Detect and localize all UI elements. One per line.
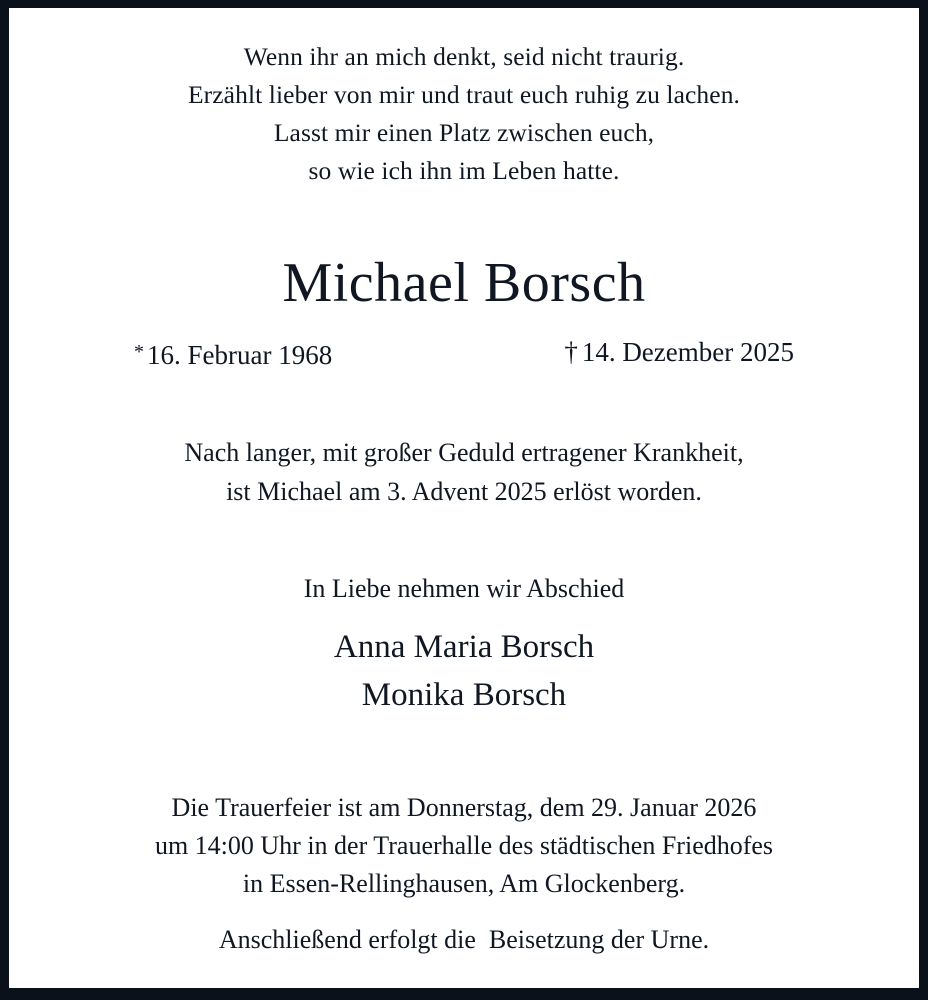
- service-line-3: in Essen-Rellinghausen, Am Glockenberg.: [242, 869, 686, 898]
- farewell-block: [304, 573, 625, 719]
- birth-date: 16. Februar 1968: [147, 340, 333, 370]
- farewell-lead: In Liebe nehmen wir Abschied: [303, 574, 625, 603]
- obituary-notice: [9, 8, 919, 988]
- life-dates-row: [134, 336, 794, 371]
- birth-asterisk-icon: *: [134, 341, 144, 363]
- passing-line-2: ist Michael am 3. Advent 2025 erlöst worden.: [226, 477, 702, 506]
- survivor-name: Monika Borsch: [361, 677, 567, 713]
- survivors-list: [304, 623, 625, 719]
- service-line-2: um 14:00 Uhr in der Trauerhalle des städtischen Friedhofes: [154, 831, 774, 860]
- service-details: [155, 789, 773, 959]
- death-date: 14. Dezember 2025: [581, 337, 794, 367]
- survivor-name: Anna Maria Borsch: [333, 629, 595, 665]
- service-closing-line: Anschließend erfolgt die Beisetzung der Urne.: [218, 925, 710, 954]
- memorial-poem: [188, 38, 740, 190]
- poem-line-2: Erzählt lieber von mir und traut euch ruhig zu lachen.: [187, 80, 741, 109]
- passing-statement: [184, 433, 743, 511]
- birth-date-item: [134, 336, 332, 371]
- death-dagger-icon: †: [564, 337, 578, 367]
- poem-line-3: Lasst mir einen Platz zwischen euch,: [273, 118, 655, 147]
- service-line-1: Die Trauerfeier ist am Donnerstag, dem 29. Januar 2026: [171, 793, 757, 822]
- passing-line-1: Nach langer, mit großer Geduld ertragener Krankheit,: [184, 438, 744, 467]
- deceased-name-block: [9, 252, 919, 371]
- deceased-name: Michael Borsch: [282, 252, 646, 314]
- poem-line-4: so wie ich ihn im Leben hatte.: [308, 156, 620, 185]
- death-date-item: [564, 336, 794, 371]
- poem-line-1: Wenn ihr an mich denkt, seid nicht traurig.: [243, 42, 685, 71]
